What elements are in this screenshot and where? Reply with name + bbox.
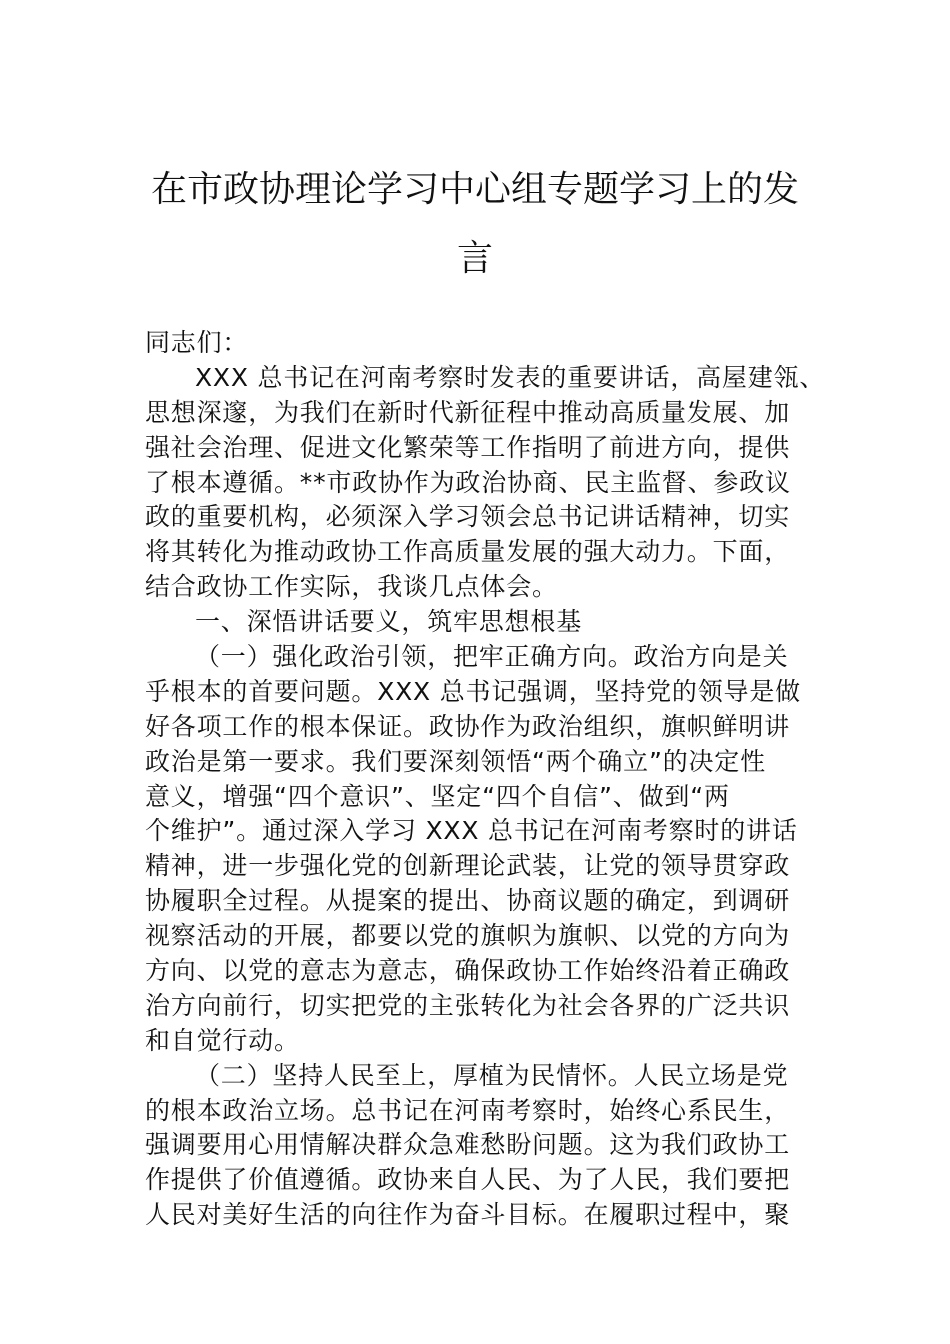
body-text-line: 好各项工作的根本保证。政协作为政治组织，旗帜鲜明讲 (145, 711, 791, 741)
body-text-line: 人民对美好生活的向往作为奋斗目标。在履职过程中，聚 (145, 1200, 791, 1230)
document-body (145, 326, 826, 1233)
body-text-line: 意义，增强“四个意识”、坚定“四个自信”、做到“两 (145, 781, 730, 811)
body-text-line: （一）强化政治引领，把牢正确方向。政治方向是关 (195, 642, 789, 672)
body-text-line: 结合政协工作实际，我谈几点体会。 (145, 572, 558, 602)
body-text-line: 协履职全过程。从提案的提出、协商议题的确定，到调研 (145, 886, 791, 916)
body-text-line: 作提供了价值遵循。政协来自人民、为了人民，我们要把 (145, 1165, 791, 1195)
document-title-line-1: 在市政协理论学习中心组专题学习上的发 (150, 169, 799, 210)
body-text-line: 和自觉行动。 (145, 1025, 300, 1055)
body-text-line: 治方向前行，切实把党的主张转化为社会各界的广泛共识 (145, 990, 791, 1020)
body-text-line: 思想深邃，为我们在新时代新征程中推动高质量发展、加 (145, 397, 791, 427)
body-text-line: 政治是第一要求。我们要深刻领悟“两个确立”的决定性 (145, 746, 766, 776)
body-text-line: 一、深悟讲话要义，筑牢思想根基 (195, 607, 583, 637)
body-text-line: 方向、以党的意志为意志，确保政协工作始终沿着正确政 (145, 956, 791, 986)
body-text-line: 政的重要机构，必须深入学习领会总书记讲话精神，切实 (145, 502, 791, 532)
body-text-line: 同志们： (145, 328, 249, 357)
body-text-line: 将其转化为推动政协工作高质量发展的强大动力。下面， (145, 537, 791, 567)
body-text-line: XXX 总书记在河南考察时发表的重要讲话，高屋建瓴、 (195, 362, 826, 392)
body-text-line: （二）坚持人民至上，厚植为民情怀。人民立场是党 (195, 1060, 789, 1090)
body-text-line: 的根本政治立场。总书记在河南考察时，始终心系民生， (145, 1095, 791, 1125)
body-text-line: 强社会治理、促进文化繁荣等工作指明了前进方向，提供 (145, 432, 791, 462)
body-text-line: 强调要用心用情解决群众急难愁盼问题。这为我们政协工 (145, 1130, 791, 1160)
document-title-line-2: 言 (456, 238, 493, 279)
body-text-line: 精神，进一步强化党的创新理论武装，让党的领导贯穿政 (145, 851, 791, 881)
body-text-line: 个维护”。通过深入学习 XXX 总书记在河南考察时的讲话 (145, 816, 798, 846)
body-text-line: 乎根本的首要问题。XXX 总书记强调，坚持党的领导是做 (145, 676, 801, 706)
body-text-line: 了根本遵循。**市政协作为政治协商、民主监督、参政议 (145, 467, 791, 497)
body-text-line: 视察活动的开展，都要以党的旗帜为旗帜、以党的方向为 (145, 921, 791, 951)
